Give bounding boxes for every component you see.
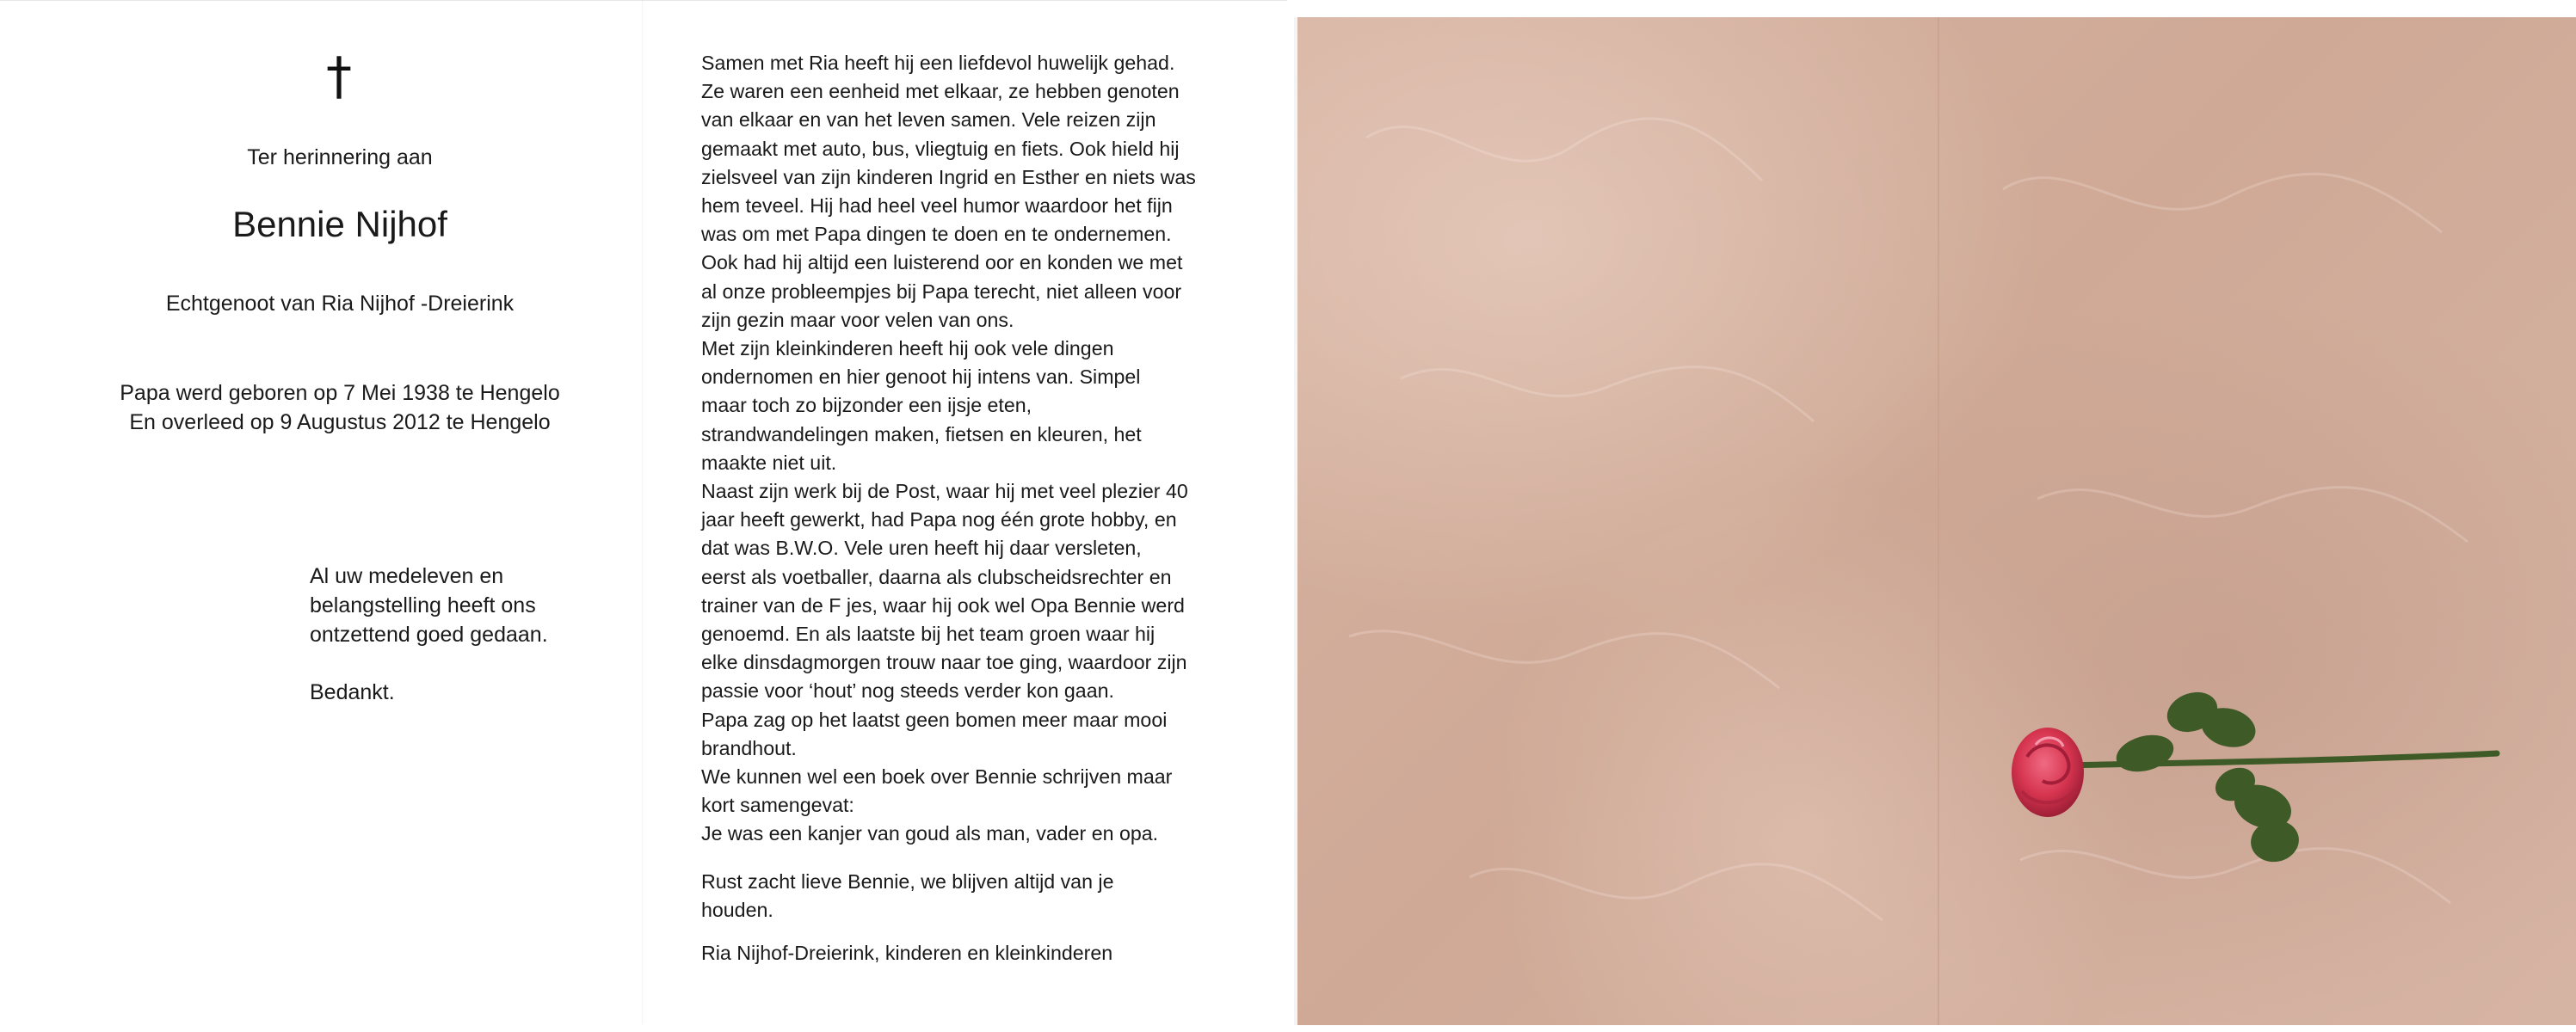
story-line: elke dinsdagmorgen trouw naar toe ging, waardoor zijn xyxy=(701,651,1187,674)
story-line: al onze probleempjes bij Papa terecht, niet alleen voor xyxy=(701,280,1182,303)
rose-bloom xyxy=(2012,728,2084,817)
thanks-line: belangstelling heeft ons xyxy=(310,593,536,617)
story-line: Samen met Ria heeft hij een liefdevol huwelijk gehad. xyxy=(701,52,1175,74)
card-fold xyxy=(642,1,644,1024)
cross-icon: † xyxy=(326,46,352,107)
inner-card xyxy=(0,0,1287,1024)
thanks-line: ontzettend goed gedaan. xyxy=(310,623,548,647)
thanks-line: Al uw medeleven en xyxy=(310,564,504,588)
cover-art xyxy=(1297,17,2576,1025)
story-line: dat was B.W.O. Vele uren heeft hij daar versleten, xyxy=(701,537,1142,560)
story-line: gemaakt met auto, bus, vliegtuig en fiets. Ook hield hij xyxy=(701,137,1180,160)
story-line: Je was een kanjer van goud als man, vader en opa. xyxy=(701,822,1159,845)
story-line: van elkaar en van het leven samen. Vele reizen zijn xyxy=(701,108,1156,132)
story-line: Naast zijn werk bij de Post, waar hij met veel plezier 40 xyxy=(701,480,1188,503)
story-line: zielsveel van zijn kinderen Ingrid en Esther en niets was xyxy=(701,165,1196,188)
story-line: jaar heeft gewerkt, had Papa nog één grote hobby, en xyxy=(701,508,1177,531)
story-line: passie voor ‘hout’ nog steeds verder kon gaan. xyxy=(701,679,1114,703)
story-line: trainer van de F jes, waar hij ook wel Opa Bennie werd xyxy=(701,593,1185,617)
birth-line: Papa werd geboren op 7 Mei 1938 te Hengelo xyxy=(120,381,560,405)
thanks-message xyxy=(310,562,602,649)
cover-card xyxy=(1294,17,2576,1025)
story-line: strandwandelingen maken, fietsen en kleuren, het xyxy=(701,422,1142,445)
lower-leaves xyxy=(2210,762,2302,866)
story-line: We kunnen wel een boek over Bennie schrijven maar xyxy=(701,765,1173,789)
farewell-line: houden. xyxy=(701,899,773,922)
story-line: Ook had hij altijd een luisterend oor en konden we met xyxy=(701,251,1183,274)
story-line: brandhout. xyxy=(701,736,797,759)
story-line: zijn gezin maar voor velen van ons. xyxy=(701,308,1014,331)
story-line: Met zijn kleinkinderen heeft hij ook vele dingen xyxy=(701,337,1114,360)
paper-texture xyxy=(1349,119,2468,920)
life-story xyxy=(701,49,1269,849)
story-line: was om met Papa dingen te doen en te ondernemen. xyxy=(701,223,1172,246)
death-line: En overleed op 9 Augustus 2012 te Hengelo xyxy=(129,410,551,434)
bedankt-text: Bedankt. xyxy=(310,680,395,704)
deceased-name: Bennie Nijhof xyxy=(232,204,447,244)
family-signature: Ria Nijhof-Dreierink, kinderen en kleinkinderen xyxy=(701,942,1113,964)
story-line: maar toch zo bijzonder een ijsje eten, xyxy=(701,394,1032,417)
story-line: kort samengevat: xyxy=(701,794,854,817)
story-line: ondernomen en hier genoot hij intens van. Simpel xyxy=(701,366,1141,389)
story-line: eerst als voetballer, daarna als clubscheidsrechter en xyxy=(701,565,1172,588)
story-line: maakte niet uit. xyxy=(701,451,837,474)
farewell-line: Rust zacht lieve Bennie, we blijven altijd van je xyxy=(701,870,1114,893)
story-line: Ze waren een eenheid met elkaar, ze hebben genoten xyxy=(701,80,1180,103)
spouse-line: Echtgenoot van Ria Nijhof -Dreierink xyxy=(165,292,515,316)
story-line: hem teveel. Hij had heel veel humor waardoor het fijn xyxy=(701,194,1173,218)
story-line: Papa zag op het laatst geen bomen meer maar mooi xyxy=(701,708,1168,731)
story-line: genoemd. En als laatste bij het team groen waar hij xyxy=(701,623,1156,646)
in-memory-heading: Ter herinnering aan xyxy=(247,145,433,169)
farewell-text xyxy=(701,868,1269,924)
